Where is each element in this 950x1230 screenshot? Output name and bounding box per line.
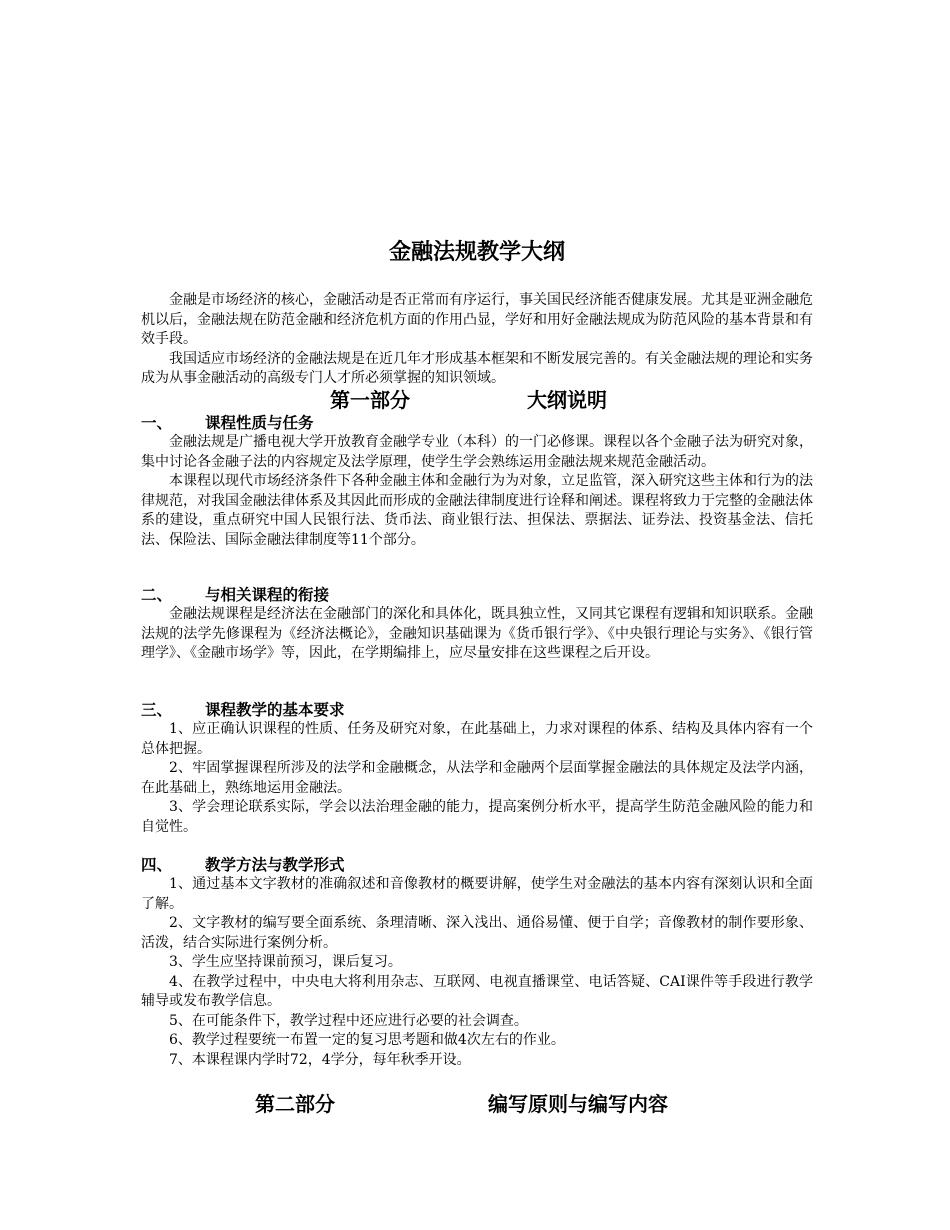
section-heading (141, 700, 813, 720)
section-paragraph: 6、教学过程要统一布置一定的复习思考题和做4次左右的作业。 (169, 1032, 565, 1048)
section-number: 四、 (141, 855, 173, 874)
section-related-courses (141, 585, 813, 664)
section-number: 三、 (141, 700, 173, 719)
section-title: 课程教学的基本要求 (205, 700, 345, 719)
section-title: 课程性质与任务 (205, 413, 314, 432)
section-number: 二、 (141, 585, 173, 604)
section-paragraph: 金融法规课程是经济法在金融部门的深化和具体化，既具独立性，又同其它课程有逻辑和知识联系。金融法规的法学先修课程为《经济法概论》，金融知识基础课为《货币银行学》、《中央银行理论与实务》、《银行管理学》、《金融市场学》等，因此，在学期编排上，应尽量安排在这些课程之后开设。 (141, 606, 813, 661)
section-basic-requirements (141, 700, 813, 837)
section-teaching-methods (141, 855, 813, 1070)
section-paragraph: 7、本课程课内学时72，4学分，每年秋季开设。 (169, 1051, 471, 1068)
section-paragraph: 2、文字教材的编写要全面系统、条理清晰、深入浅出、通俗易懂、便于自学；音像教材的制作要形象、活泼，结合实际进行案例分析。 (141, 915, 813, 951)
intro-paragraph: 金融是市场经济的核心，金融活动是否正常而有序运行，事关国民经济能否健康发展。尤其是亚洲金融危机以后，金融法规在防范金融和经济危机方面的作用凸显，学好和用好金融法规成为防范风险的基本背景和有效手段。 (141, 292, 813, 347)
section-course-nature (141, 413, 813, 550)
part-one-number: 第一部分 (330, 388, 410, 412)
section-number: 一、 (141, 413, 173, 432)
part-one-title: 大纲说明 (527, 388, 607, 412)
intro-section (141, 291, 813, 389)
section-paragraph: 金融法规是广播电视大学开放教育金融学专业（本科）的一门必修课。课程以各个金融子法为研究对象，集中讨论各金融子法的内容规定及法学原理，使学生学会熟练运用金融法规来规范金融活动。 (141, 434, 813, 470)
section-title: 与相关课程的衔接 (205, 585, 330, 604)
section-paragraph: 1、通过基本文字教材的准确叙述和音像教材的概要讲解，使学生对金融法的基本内容有深刻认识和全面了解。 (141, 876, 813, 912)
section-paragraph: 2、牢固掌握课程所涉及的法学和金融概念，从法学和金融两个层面掌握金融法的具体规定及法学内涵，在此基础上，熟练地运用金融法。 (141, 760, 813, 796)
intro-paragraph: 我国适应市场经济的金融法规是在近几年才形成基本框架和不断发展完善的。有关金融法规的理论和实务成为从事金融活动的高级专门人才所必须掌握的知识领域。 (141, 350, 813, 386)
section-heading (141, 413, 813, 433)
section-title: 教学方法与教学形式 (205, 855, 345, 874)
section-paragraph: 3、学会理论联系实际，学会以法治理金融的能力，提高案例分析水平，提高学生防范金融风险的能力和自觉性。 (141, 799, 813, 835)
document-title: 金融法规教学大纲 (388, 239, 565, 265)
section-paragraph: 3、学生应坚持课前预习，课后复习。 (169, 954, 402, 970)
section-heading (141, 855, 813, 875)
section-paragraph: 1、应正确认识课程的性质、任务及研究对象，在此基础上，力求对课程的体系、结构及具体内容有一个总体把握。 (141, 721, 813, 757)
part-two-title: 编写原则与编写内容 (488, 1092, 668, 1116)
section-heading (141, 585, 813, 605)
section-paragraph: 4、在教学过程中，中央电大将利用杂志、互联网、电视直播课堂、电话答疑、CAI课件等手段进行教学辅导或发布教学信息。 (141, 973, 813, 1009)
part-two-number: 第二部分 (255, 1092, 335, 1116)
section-paragraph: 本课程以现代市场经济条件下各种金融主体和金融行为为对象，立足监管，深入研究这些主体和行为的法律规范，对我国金融法律体系及其因此而形成的金融法律制度进行诠释和阐述。课程将致力于完整的金融法体系的建设，重点研究中国人民银行法、货币法、商业银行法、担保法、票据法、证券法、投资基金法、信托法、保险法、国际金融法律制度等11个部分。 (141, 473, 813, 548)
section-paragraph: 5、在可能条件下，教学过程中还应进行必要的社会调查。 (169, 1012, 528, 1029)
